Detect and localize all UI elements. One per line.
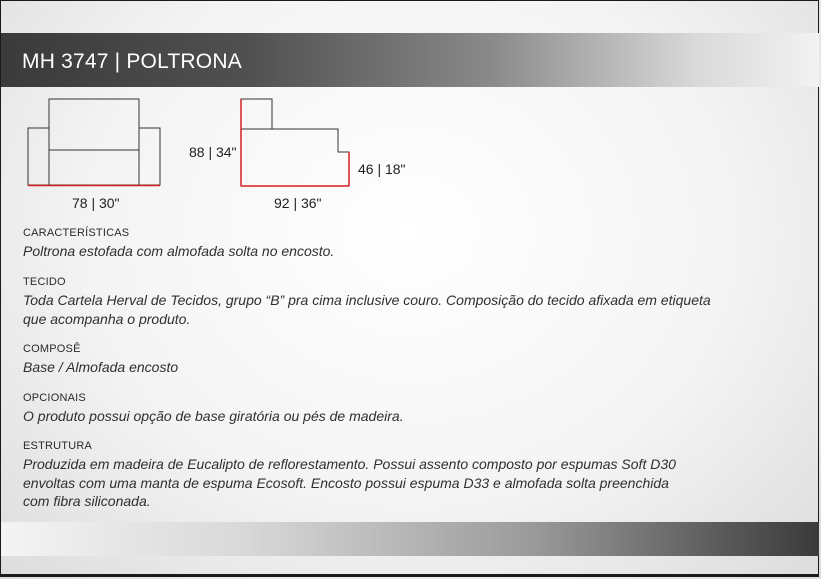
footer-band [1,522,819,556]
seat-height-label: 46 | 18" [358,161,406,177]
side-backrest [241,99,272,129]
front-width-label: 78 | 30" [72,195,120,211]
page-title: MH 3747 | POLTRONA [22,50,242,73]
section-text: O produto possui opção de base giratória ou pés de madeira. [23,408,404,424]
section-label: CARACTERÍSTICAS [23,227,130,239]
section-opcionais [23,391,743,426]
section-text: Base / Almofada encosto [23,359,179,375]
front-right-arm [139,128,160,185]
front-backrest [49,99,139,150]
section-text: Produzida em madeira de Eucalipto de reflorestamento. Possui assento composto por espumas Soft D30 envoltas com uma manta de espuma Ecosoft. Encosto possui espuma D33 e almofada solta preenchida com fibra siliconada. [23,456,676,509]
section-label: TECIDO [23,276,66,288]
front-seat [49,150,139,185]
section-text: Poltrona estofada com almofada solta no encosto. [23,243,335,259]
section-estrutura [23,439,743,511]
side-height-label: 88 | 34" [189,144,237,160]
section-caracteristicas [23,226,743,261]
section-label: ESTRUTURA [23,440,93,452]
side-body [241,129,349,186]
front-view-outline [28,99,160,185]
section-compose [23,342,743,377]
front-left-arm [28,128,49,185]
section-label: OPCIONAIS [23,392,86,404]
section-text: Toda Cartela Herval de Tecidos, grupo “B” pra cima inclusive couro. Composição do tecido afixada em etiqueta que acompanha o produto. [23,292,711,327]
side-view-outline [241,99,349,186]
section-label: COMPOSÊ [23,343,81,355]
section-tecido [23,275,743,328]
side-depth-label: 92 | 36" [274,195,322,211]
footer-divider [0,574,819,576]
